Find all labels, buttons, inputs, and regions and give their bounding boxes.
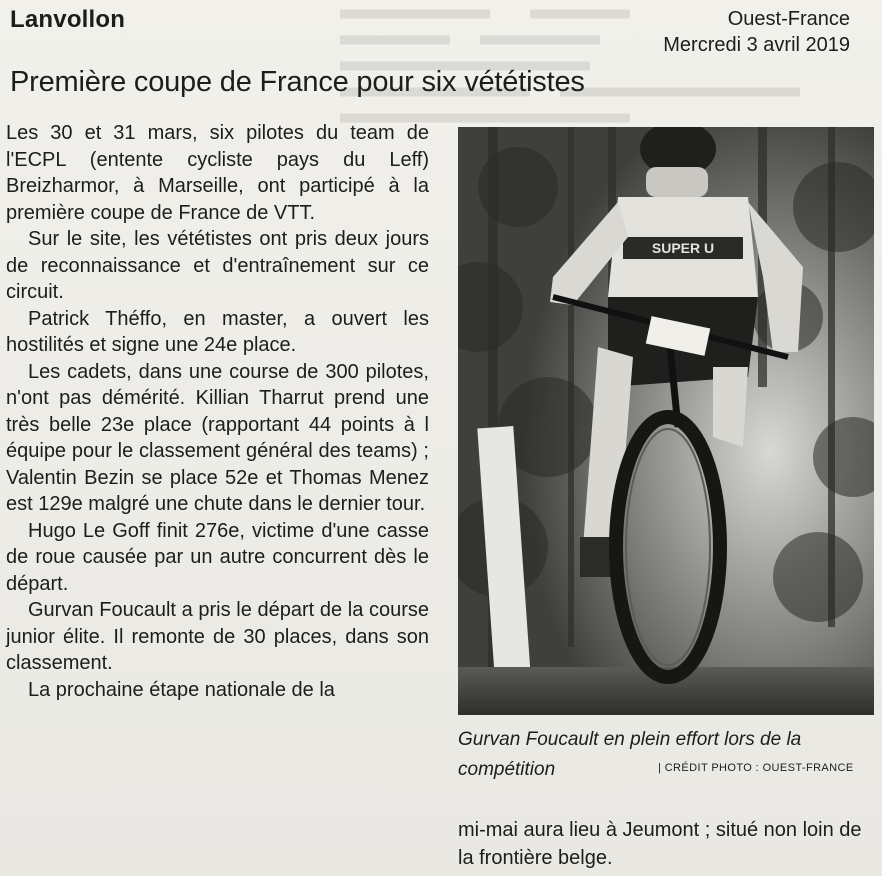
article-paragraph: La prochaine étape nationale de la [28,678,335,701]
article-paragraph: Sur le site, les vététistes ont pris deux jours de reconnaissance et d'entraînement sur ce circuit. [6,228,429,303]
article-photo [458,127,874,715]
article-paragraph: Hugo Le Goff finit 276e, victime d'une casse de roue causée par un autre concurrent dès le départ. [6,519,429,595]
mountain-biker-photo [458,127,874,715]
photo-credit: | CRÉDIT PHOTO : OUEST-FRANCE [658,762,854,774]
article-paragraph: Les cadets, dans une course de 300 pilotes, n'ont pas démérité. Killian Tharrut prend une très belle 23e place (rapportant 44 points à l équipe pour le classement général des teams) ; Valentin Bezin se place 52e et Thomas Menez est 129e malgré une chute dans le dernier tour. [6,360,429,515]
locality-title: Lanvollon [10,6,126,33]
article-paragraph: mi-mai aura lieu à Jeumont ; situé non loin de la frontière belge. [458,819,862,869]
jersey-text: SUPER U [651,240,715,256]
photo-caption: Gurvan Foucault en plein effort lors de la compétition [458,729,802,780]
article-body [6,120,429,703]
article-paragraph: Gurvan Foucault a pris le départ de la course junior élite. Il remonte de 30 places, dans son classement. [6,599,429,674]
article-continuation [458,816,878,872]
publication-name: Ouest-France [727,8,850,30]
publication-info [663,6,850,58]
article-paragraph: Les 30 et 31 mars, six pilotes du team de l'ECPL (entente cycliste pays du Leff) Breizharmor, à Marseille, ont participé à la première coupe de France de VTT. [6,122,429,224]
article-headline: Première coupe de France pour six vététistes [10,66,585,98]
publication-date: Mercredi 3 avril 2019 [663,34,850,56]
article-paragraph: Patrick Théffo, en master, a ouvert les hostilités et signe une 24e place. [6,307,429,356]
